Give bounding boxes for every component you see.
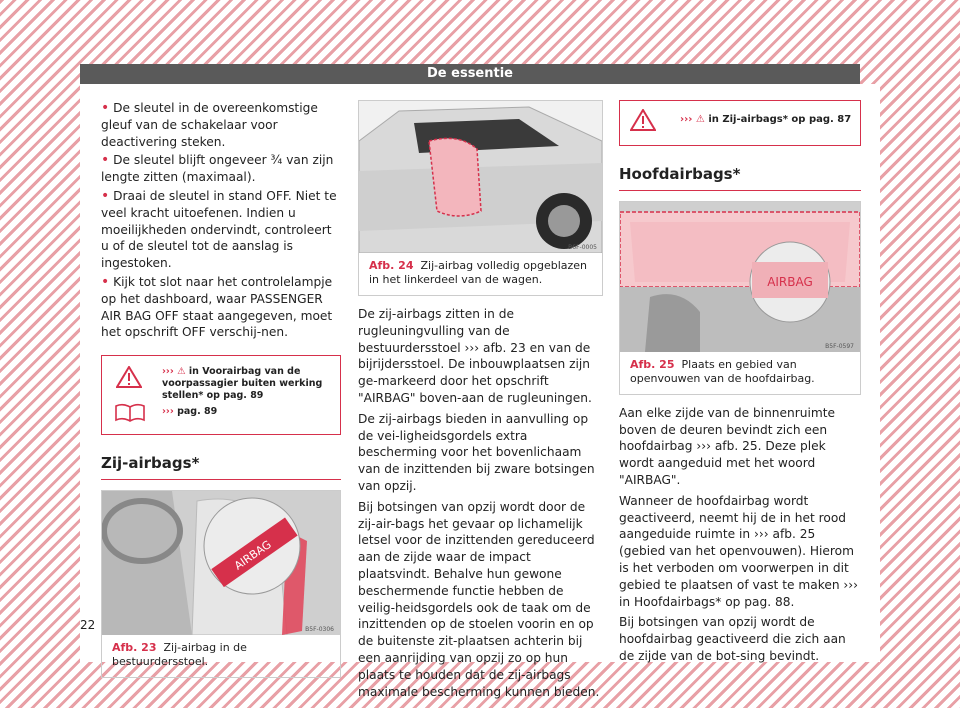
warning-triangle-icon	[116, 366, 142, 388]
column-1	[101, 100, 341, 678]
paragraph: Bij botsingen van opzij wordt door de zij-air-bags het gevaar op lichamelijk letsel voor de inzittenden gereduceerd aan de zijde waar de impact plaatsvindt. Behalve hun gewone beschermende functie hebben de veilig-heidsgordels ook de taak om de inzittenden op de stoelen voorin en op de buitenste zit-plaatsen achterin bij een aanrijding van opzij zo op hun plaats te houden dat de zij-airbags maximale bescherming kunnen bieden.	[358, 499, 600, 699]
page-number: 22	[80, 618, 96, 632]
paragraph: De zij-airbags bieden in aanvulling op de vei-ligheidsgordels extra bescherming voor het bovenlichaam van de inzittenden bij zware botsingen van opzij.	[358, 411, 595, 493]
airbag-label: AIRBAG	[767, 274, 813, 289]
warning-box	[619, 100, 861, 146]
warning-box	[101, 355, 341, 435]
figure-caption: Afb. 23 Zij-airbag in de bestuurdersstoel.	[112, 640, 247, 668]
figure-23	[101, 490, 341, 678]
bullet-icon: •	[101, 152, 110, 169]
figure-code: B5F-0597	[825, 342, 854, 350]
figure-25	[619, 201, 861, 395]
warning-reference[interactable]: ››› ⚠ in Voorairbag van de voorpassagier buiten werking stellen* op pag. 89	[162, 366, 323, 402]
warning-reference[interactable]: ››› ⚠ in Zij-airbags* op pag. 87	[680, 114, 852, 125]
paragraph: Bij botsingen van opzij wordt de hoofdairbag geactiveerd die zich aan de zijde van de bot-sing bevindt.	[619, 615, 846, 663]
warning-triangle-icon	[630, 109, 656, 131]
bullet-item: • Draai de sleutel in stand OFF. Niet te veel kracht uitoefenen. Indien u moeilijkheden ondervindt, controleert u of de sleutel tot de aanslag is ingestoken.	[101, 187, 337, 271]
book-reference[interactable]: ››› pag. 89	[162, 406, 218, 418]
bullet-item: • De sleutel in de overeenkomstige gleuf van de schakelaar voor deactivering steken.	[101, 100, 318, 149]
column-2	[358, 100, 603, 704]
paragraph: Wanneer de hoofdairbag wordt geactiveerd, neemt hij de in het rood aangeduide ruimte in ››› afb. 25 (gebied van het openvouwen). Hierom is het verboden om voorwerpen in dit gebied te plaatsen of vast te maken ››› in Hoofdairbags* op pag. 88.	[619, 493, 859, 609]
paragraph: De zij-airbags zitten in de rugleuningvulling van de bestuurdersstoel ››› afb. 23 en van de bijrijdersstoel. De inbouwplaatsen zijn ge-markeerd door het opschrift "AIRBAG" boven-aan de rugleuningen.	[358, 307, 592, 405]
seat-airbag-image	[102, 491, 340, 635]
section-heading-hoofdairbags: Hoofdairbags*	[619, 166, 861, 191]
page-header: De essentie	[80, 64, 860, 84]
bullet-icon: •	[101, 273, 110, 290]
airbag-label: AIRBAG	[232, 537, 274, 573]
paragraph: Aan elke zijde van de binnenruimte boven de deuren bevindt zich een hoofdairbag ››› afb. 25. Deze plek wordt aangeduid met het woord "AIRBAG".	[619, 405, 836, 487]
figure-caption: Afb. 24 Zij-airbag volledig opgeblazen in het linkerdeel van de wagen.	[369, 259, 588, 286]
figure-caption: Afb. 25 Plaats en gebied van openvouwen van de hoofdairbag.	[630, 357, 815, 385]
section-heading-zij-airbags: Zij-airbags*	[101, 455, 341, 480]
figure-24	[358, 100, 603, 296]
bullet-item: • De sleutel blijft ongeveer ¾ van zijn lengte zitten (maximaal).	[101, 152, 334, 185]
column-3	[619, 100, 861, 669]
head-airbag-image	[620, 202, 860, 352]
figure-code: B5F-0306	[305, 625, 334, 633]
book-icon	[114, 402, 146, 422]
bullet-icon: •	[101, 187, 110, 204]
car-side-image	[359, 101, 602, 253]
bullet-icon: •	[101, 100, 110, 116]
figure-code: B6F-0005	[568, 244, 597, 251]
bullet-item: • Kijk tot slot naar het controlelampje op het dashboard, waar PASSENGER AIR BAG OFF staat aangegeven, moet het opschrift OFF verschij-nen.	[101, 273, 333, 340]
